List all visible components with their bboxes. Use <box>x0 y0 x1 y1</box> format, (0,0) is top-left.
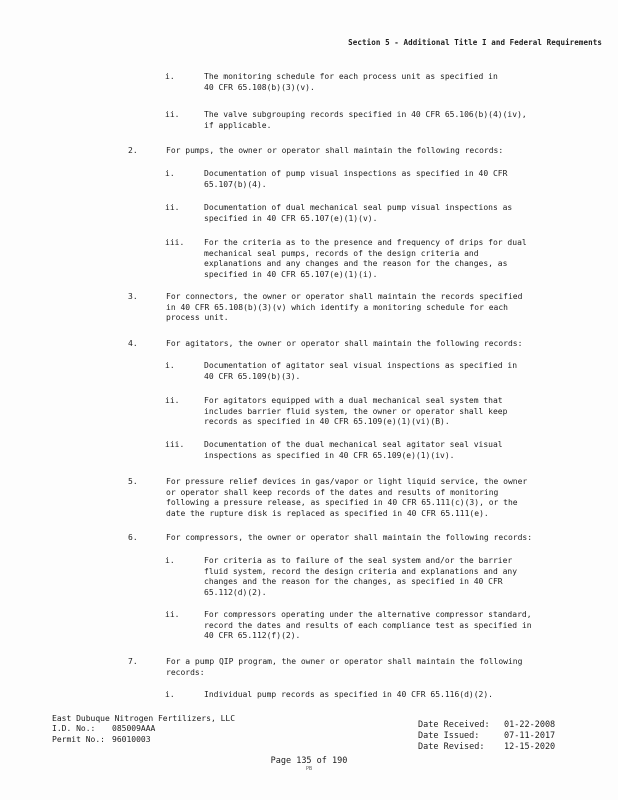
item-text: Documentation of pump visual inspections as specified in 40 CFR 65.107(b)(4). <box>204 169 508 189</box>
company-name: East Dubuque Nitrogen Fertilizers, LLC <box>52 714 236 723</box>
item-number: i. <box>165 690 175 699</box>
id-row <box>52 724 235 734</box>
id-value: 085009AAA <box>112 724 156 734</box>
item-number: ii. <box>165 396 180 405</box>
item-number: 3. <box>128 292 138 301</box>
item-number: i. <box>165 361 175 370</box>
item-text: For the criteria as to the presence and frequency of drips for dual mechanical seal pumps, records of the design criteria and explanations and any changes and the reason for the changes, as specified in 40 CFR 65.107(e)(1)(i). <box>204 238 527 279</box>
item-number: iii. <box>165 238 185 247</box>
item-text: The monitoring schedule for each process unit as specified in 40 CFR 65.108(b)(3)(v). <box>204 72 498 92</box>
date-info <box>418 720 555 753</box>
item-text: For compressors, the owner or operator shall maintain the following records: <box>166 533 533 542</box>
permit-label: Permit No.: <box>52 734 105 744</box>
permit-row <box>52 735 235 745</box>
revised-value: 12-15-2020 <box>504 742 556 752</box>
item-number: 2. <box>128 146 138 155</box>
item-number: ii. <box>165 110 180 119</box>
item-text: For agitators, the owner or operator shall maintain the following records: <box>166 339 523 348</box>
page-number: Page 135 of 190 <box>270 756 348 766</box>
item-text: Documentation of agitator seal visual inspections as specified in 40 CFR 65.109(b)(3). <box>204 361 518 381</box>
item-text: For pumps, the owner or operator shall maintain the following records: <box>166 146 504 155</box>
revised-row <box>418 742 555 753</box>
item-number: 5. <box>128 477 138 486</box>
item-number: i. <box>165 169 175 178</box>
id-label: I.D. No.: <box>52 724 96 734</box>
permit-value: 96010003 <box>112 734 151 744</box>
item-number: ii. <box>165 203 180 212</box>
page-mark: PB <box>305 766 313 772</box>
item-number: 7. <box>128 657 138 666</box>
received-value: 01-22-2008 <box>504 720 556 730</box>
item-text: Individual pump records as specified in 40 CFR 65.116(d)(2). <box>204 690 493 699</box>
item-number: i. <box>165 72 175 81</box>
item-text: For a pump QIP program, the owner or operator shall maintain the following records: <box>166 657 523 677</box>
item-text: Documentation of the dual mechanical seal agitator seal visual inspections as specified in 40 CFR 65.109(e)(1)(iv). <box>204 440 503 460</box>
issued-value: 07-11-2017 <box>504 731 556 741</box>
section-header: Section 5 - Additional Title I and Federal Requirements <box>348 38 602 47</box>
item-text: For pressure relief devices in gas/vapor or light liquid service, the owner or operator shall keep records of the dates and results of monitoring following a pressure release, as specified in 40 CFR 65.111(c)(3), or the date the rupture disk is replaced as specified in 40 CFR 65.111(e). <box>166 477 528 518</box>
item-text: For criteria as to failure of the seal system and/or the barrier fluid system, record the design criteria and explanations and any changes and the reason for the changes, as specified in 40 CFR 65.112(d)(2). <box>204 556 518 597</box>
item-number: iii. <box>165 440 185 449</box>
item-number: ii. <box>165 610 180 619</box>
issued-row <box>418 731 555 742</box>
received-label: Date Received: <box>418 720 490 730</box>
item-text: The valve subgrouping records specified in 40 CFR 65.106(b)(4)(iv), if applicable. <box>204 110 527 130</box>
item-number: i. <box>165 556 175 565</box>
revised-label: Date Revised: <box>418 742 485 752</box>
item-text: For connectors, the owner or operator shall maintain the records specified in 40 CFR 65.108(b)(3)(v) which identify a monitoring schedule for each process unit. <box>166 292 523 323</box>
item-text: Documentation of dual mechanical seal pump visual inspections as specified in 40 CFR 65.107(e)(1)(v). <box>204 203 513 223</box>
item-number: 4. <box>128 339 138 348</box>
facility-info <box>52 714 235 745</box>
item-text: For compressors operating under the alternative compressor standard, record the dates and results of each compliance test as specified in 40 CFR 65.112(f)(2). <box>204 610 532 641</box>
item-text: For agitators equipped with a dual mechanical seal system that includes barrier fluid system, the owner or operator shall keep records as specified in 40 CFR 65.109(e)(1)(vi)(B). <box>204 396 508 427</box>
issued-label: Date Issued: <box>418 731 480 741</box>
item-number: 6. <box>128 533 138 542</box>
received-row <box>418 720 555 731</box>
